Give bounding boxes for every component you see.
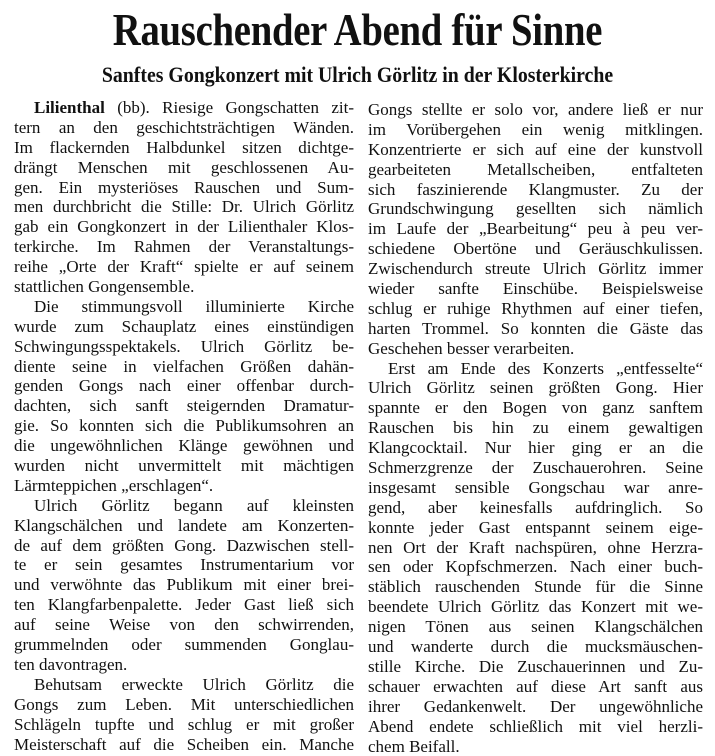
- article-text: Gongs stellte er solo vor, andere ließ er nur: [368, 100, 703, 119]
- article-text: reihe „Orte der Kraft“ spielte er auf seinem: [14, 257, 354, 276]
- article-text-line: [368, 597, 703, 617]
- article-text-line: [14, 575, 354, 595]
- article-text-line: [14, 476, 354, 496]
- article-text: Klangcocktail. Nur hier ging er an die: [368, 438, 703, 457]
- article-text-line: [14, 217, 354, 237]
- article-text: sich faszinierende Klangmuster. Zu der: [368, 180, 703, 199]
- article-text-line: [368, 637, 703, 657]
- article-text: schiedene Obertöne und Geräuschkulissen.: [368, 239, 703, 258]
- article-column-left: [14, 98, 354, 754]
- article-text: konnte jeder Gast entspannt seinem eige-: [368, 518, 703, 537]
- article-text-line: [14, 98, 354, 118]
- article-text: Die stimmungsvoll illuminierte Kirche: [34, 297, 354, 316]
- article-text: schauer erwachten auf diese Art sanft aus: [368, 677, 703, 696]
- article-text-line: [368, 279, 703, 299]
- article-text: beendete Ulrich Görlitz das Konzert mit we-: [368, 597, 703, 616]
- article-text-line: [368, 299, 703, 319]
- article-subheadline: Sanftes Gongkonzert mit Ulrich Görlitz in der Klosterkirche: [36, 62, 680, 88]
- article-text: wurde zum Schauplatz eines einstündigen: [14, 317, 354, 336]
- article-text-line: [14, 516, 354, 536]
- article-text: ten davontragen.: [14, 655, 127, 674]
- article-text: Im flackernden Halbdunkel sitzen dichtge-: [14, 138, 354, 157]
- article-text: drängt Menschen mit geschlossenen Au-: [14, 158, 354, 177]
- article-text-line: [14, 615, 354, 635]
- article-text-line: [14, 715, 354, 735]
- article-text-line: [368, 259, 703, 279]
- article-text: ihrer Gedankenwelt. Der ungewöhnliche: [368, 697, 703, 716]
- article-text: im Laufe der „Bearbeitung“ peu à peu ver-: [368, 219, 703, 238]
- article-text: harten Trommel. So konnten die Gäste das: [368, 319, 703, 338]
- article-text-line: [14, 357, 354, 377]
- article-text-line: [368, 160, 703, 180]
- article-text: tern an den geschichtsträchtigen Wänden.: [14, 118, 354, 137]
- article-column-right: [368, 100, 703, 756]
- article-text: und wanderte durch die mucksmäuschen-: [368, 637, 703, 656]
- article-text-line: [14, 655, 354, 675]
- article-text-line: [368, 398, 703, 418]
- article-text: nigen Tönen aus seinen Klangschälchen: [368, 617, 703, 636]
- article-text-line: [368, 418, 703, 438]
- article-text-line: [14, 178, 354, 198]
- article-text-line: [14, 237, 354, 257]
- article-text-line: [14, 317, 354, 337]
- article-text-line: [368, 557, 703, 577]
- article-text: (bb). Riesige Gongschatten zit-: [105, 98, 354, 117]
- article-text-line: [368, 199, 703, 219]
- article-text: nen Ort der Kraft nachspüren, ohne Herzra-: [368, 538, 703, 557]
- article-text-line: [14, 197, 354, 217]
- article-text: stille Kirche. Die Zuschauerinnen und Zu-: [368, 657, 703, 676]
- article-text: im Vorübergehen ein wenig mitklingen.: [368, 120, 703, 139]
- article-text: gend, aber keinesfalls aufdringlich. So: [368, 498, 703, 517]
- article-text-line: [368, 617, 703, 637]
- article-text: die ungewöhnlichen Klänge gewöhnen und: [14, 436, 354, 455]
- article-text: Behutsam erweckte Ulrich Görlitz die: [34, 675, 354, 694]
- article-text-line: [368, 120, 703, 140]
- article-text-line: [368, 577, 703, 597]
- article-text-line: [368, 478, 703, 498]
- article-text: Gongs zum Leben. Mit unterschiedlichen: [14, 695, 354, 714]
- article-text: Geschehen besser verarbeiten.: [368, 339, 574, 358]
- article-text: men durchbricht die Stille: Dr. Ulrich Görlitz: [14, 197, 354, 216]
- article-text: Meisterschaft auf die Scheiben ein. Manche: [14, 735, 354, 754]
- article-text-line: [368, 100, 703, 120]
- article-text-line: [368, 239, 703, 259]
- article-text-line: [14, 118, 354, 138]
- article-text-line: [14, 555, 354, 575]
- article-text: stattlichen Gongensemble.: [14, 277, 194, 296]
- article-text: diente seine in vielfachen Größen dahän-: [14, 357, 354, 376]
- article-text-line: [14, 396, 354, 416]
- article-text-line: [14, 297, 354, 317]
- article-text: Ulrich Görlitz seinen größten Gong. Hier: [368, 378, 703, 397]
- article-text: Grundschwingung gesellten sich nämlich: [368, 199, 703, 218]
- article-text-line: [14, 337, 354, 357]
- article-text: wieder sanfte Einschübe. Beispielsweise: [368, 279, 703, 298]
- article-text: gearbeiteten Metallscheiben, entfalteten: [368, 160, 703, 179]
- article-text: und verwöhnte das Publikum mit einer brei-: [14, 575, 354, 594]
- article-text-line: [368, 319, 703, 339]
- article-text: sen oder Kopfschmerzen. Nach einer buch-: [368, 557, 703, 576]
- article-dateline: Lilienthal: [34, 98, 105, 117]
- article-text: Schwingungsspektakels. Ulrich Görlitz be-: [14, 337, 354, 356]
- article-text: Klangschälchen und landete am Konzerten-: [14, 516, 354, 535]
- article-text: gab ein Gongkonzert in der Lilienthaler Klos-: [14, 217, 354, 236]
- article-text: stäblich rauschenden Stunde für die Sinne: [368, 577, 703, 596]
- article-text: Schmerzgrenze der Zuschauerohren. Seine: [368, 458, 703, 477]
- article-text: spannte er den Bogen von ganz sanftem: [368, 398, 703, 417]
- article-text-line: [368, 219, 703, 239]
- article-text: gen. Ein mysteriöses Rauschen und Sum-: [14, 178, 354, 197]
- article-text-line: [368, 339, 703, 359]
- article-text: Abend endete schließlich mit viel herzli-: [368, 717, 703, 736]
- article-text-line: [14, 277, 354, 297]
- article-text-line: [368, 518, 703, 538]
- article-text: auf seine Weise von den schwirrenden,: [14, 615, 354, 634]
- article-text-line: [14, 536, 354, 556]
- article-text: Rauschen bis hin zu einem gewaltigen: [368, 418, 703, 437]
- article-text-line: [368, 359, 703, 379]
- article-text-line: [368, 677, 703, 697]
- article-text-line: [368, 657, 703, 677]
- article-text-line: [368, 378, 703, 398]
- article-text: dachten, sich sanft steigernden Dramatur-: [14, 396, 354, 415]
- article-text-line: [14, 436, 354, 456]
- article-text: Schlägeln tupfte und schlug er mit großer: [14, 715, 354, 734]
- article-text-line: [14, 456, 354, 476]
- article-text: de auf dem größten Gong. Dazwischen stell-: [14, 536, 354, 555]
- article-text: Zwischendurch streute Ulrich Görlitz immer: [368, 259, 703, 278]
- article-text-line: [368, 737, 703, 756]
- article-text: genden Gongs nach einer offenbar durch-: [14, 376, 354, 395]
- article-text-line: [14, 735, 354, 755]
- article-text: Konzentrierte er sich auf eine der kunstvoll: [368, 140, 703, 159]
- article-text: ten Klangfarbenpalette. Jeder Gast ließ sich: [14, 595, 354, 614]
- article-text-line: [14, 376, 354, 396]
- article-text-line: [14, 416, 354, 436]
- article-text-line: [368, 498, 703, 518]
- article-text-line: [14, 595, 354, 615]
- article-text: insgesamt sensible Gongschau war anre-: [368, 478, 703, 497]
- article-headline: Rauschender Abend für Sinne: [50, 4, 665, 56]
- article-text: Erst am Ende des Konzerts „entfesselte“: [388, 359, 703, 378]
- article-text-line: [14, 496, 354, 516]
- article-text-line: [368, 458, 703, 478]
- article-text-line: [368, 140, 703, 160]
- article-text: Ulrich Görlitz begann auf kleinsten: [34, 496, 354, 515]
- article-text-line: [368, 717, 703, 737]
- article-text-line: [14, 695, 354, 715]
- article-text: terkirche. Im Rahmen der Veranstaltungs-: [14, 237, 354, 256]
- article-text: grummelnden oder summenden Gonglau-: [14, 635, 354, 654]
- article-text-line: [14, 675, 354, 695]
- article-text-line: [14, 635, 354, 655]
- article-text-line: [14, 158, 354, 178]
- article-text-line: [368, 538, 703, 558]
- article-text-line: [368, 180, 703, 200]
- article-text: gie. So konnten sich die Publikumsohren an: [14, 416, 354, 435]
- article-text-line: [368, 438, 703, 458]
- article-text-line: [14, 257, 354, 277]
- article-text: wurden nicht unvermittelt mit mächtigen: [14, 456, 354, 475]
- article-text: chem Beifall.: [368, 737, 460, 756]
- article-text: te er sein gesamtes Instrumentarium vor: [14, 555, 354, 574]
- article-text: schlug er ruhige Rhythmen auf einer tiefen,: [368, 299, 703, 318]
- article-text-line: [14, 138, 354, 158]
- article-text: Lärmteppichen „erschlagen“.: [14, 476, 213, 495]
